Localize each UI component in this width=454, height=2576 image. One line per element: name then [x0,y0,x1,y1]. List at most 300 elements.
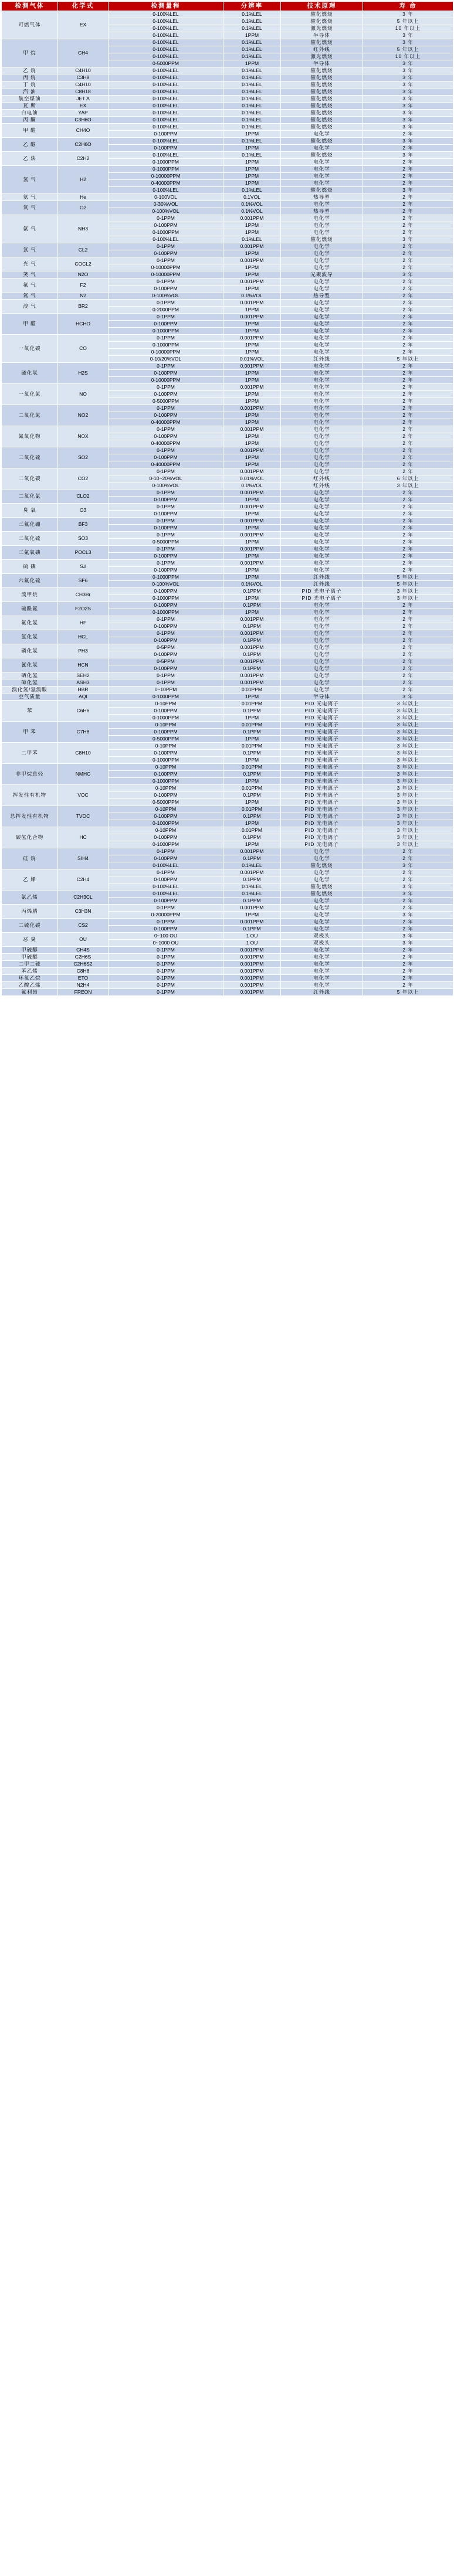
lifetime-cell: 2 年 [363,426,453,433]
table-row [2,293,453,300]
resolution-cell: 0.01%VOL [223,475,281,482]
table-row [2,806,453,813]
resolution-cell: 0.1PPM [223,771,281,778]
technology-cell: 电化学 [281,328,363,335]
resolution-cell: 0.001PPM [223,989,281,996]
detection-range-cell: 0-5000PPM [109,736,223,743]
lifetime-cell: 3 年 [363,103,453,110]
detection-range-cell: 0-100PPM [109,834,223,841]
lifetime-cell: 3 年以上 [363,757,453,764]
technology-cell: 催化燃烧 [281,124,363,131]
detection-range-cell: 0-100PPM [109,250,223,257]
lifetime-cell: 2 年 [363,419,453,426]
detection-range-cell: 0-1PPM [109,848,223,855]
lifetime-cell: 3 年 [363,60,453,67]
technology-cell: PID 光电离子 [281,771,363,778]
lifetime-cell: 3 年以上 [363,792,453,799]
resolution-cell: 0.1PPM [223,637,281,644]
resolution-cell: 1PPM [223,461,281,468]
lifetime-cell: 5 年以上 [363,989,453,996]
resolution-cell: 1PPM [223,778,281,785]
resolution-cell: 0.1PPM [223,708,281,715]
lifetime-cell: 3 年 [363,862,453,869]
lifetime-cell: 2 年 [363,848,453,855]
resolution-cell: 0.1%LEL [223,103,281,110]
detection-range-cell: 0-1PPM [109,447,223,454]
lifetime-cell: 2 年 [363,898,453,905]
table-row [2,588,453,595]
lifetime-cell: 2 年 [363,342,453,349]
detection-range-cell: 0-100PPM [109,637,223,644]
resolution-cell: 0.1%LEL [223,110,281,117]
gas-formula-cell: NO2 [58,405,109,426]
gas-formula-cell: BR2 [58,300,109,314]
technology-cell: 电化学 [281,286,363,293]
gas-formula-cell: HC [58,827,109,848]
column-header-lifetime: 寿 命 [363,2,453,11]
technology-cell: PID 光电离子 [281,778,363,785]
resolution-cell: 0.1%LEL [223,891,281,898]
technology-cell: 电化学 [281,560,363,567]
lifetime-cell: 3 年 [363,883,453,891]
technology-cell: PID 光电离子 [281,834,363,841]
detection-range-cell: 0-1000PPM [109,820,223,827]
resolution-cell: 1PPM [223,60,281,67]
resolution-cell: 0.001PPM [223,975,281,982]
gas-name-cell: 甲 烷 [2,39,58,67]
gas-formula-cell: C8H18 [58,89,109,96]
detection-range-cell: 0-10~20%VOL [109,475,223,482]
detection-range-cell: 0-100%LEL [109,18,223,25]
detection-range-cell: 0-1PPM [109,257,223,264]
gas-name-cell: 碳氢化合物 [2,827,58,848]
lifetime-cell: 3 年 [363,117,453,124]
lifetime-cell: 2 年 [363,954,453,961]
gas-formula-cell: BF3 [58,518,109,532]
gas-name-cell: 二硫化碳 [2,919,58,933]
technology-cell: 电化学 [281,919,363,926]
lifetime-cell: 2 年 [363,363,453,370]
lifetime-cell: 3 年以上 [363,743,453,750]
technology-cell: 电化学 [281,546,363,553]
gas-name-cell: 臭 氧 [2,504,58,518]
gas-spec-table [1,1,453,996]
detection-range-cell: 0-10PPM [109,743,223,750]
lifetime-cell: 5 年以上 [363,46,453,53]
resolution-cell: 1PPM [223,32,281,39]
technology-cell: 电化学 [281,968,363,975]
technology-cell: 电化学 [281,257,363,264]
technology-cell: PID 光电离子 [281,820,363,827]
lifetime-cell: 2 年 [363,525,453,532]
detection-range-cell: 0-1000PPM [109,694,223,701]
resolution-cell: 0.01%VOL [223,356,281,363]
table-row [2,947,453,954]
table-row [2,975,453,982]
gas-formula-cell: S# [58,560,109,574]
lifetime-cell: 2 年 [363,905,453,912]
detection-range-cell: 0-1PPM [109,314,223,321]
lifetime-cell: 2 年 [363,623,453,630]
gas-name-cell: 氦 气 [2,194,58,201]
lifetime-cell: 2 年 [363,215,453,222]
gas-name-cell: 甲硫醚 [2,954,58,961]
resolution-cell: 0.001PPM [223,968,281,975]
detection-range-cell: 0-5000PPM [109,539,223,546]
resolution-cell: 0.1PPM [223,926,281,933]
technology-cell: 电化学 [281,876,363,883]
lifetime-cell: 3 年 [363,187,453,194]
technology-cell: 光聚波导 [281,271,363,278]
detection-range-cell: 0-1PPM [109,504,223,511]
gas-formula-cell: C8H8 [58,968,109,975]
detection-range-cell: 0-100PPM [109,771,223,778]
table-row [2,74,453,81]
gas-name-cell: 环氧乙烷 [2,975,58,982]
lifetime-cell: 3 年以上 [363,708,453,715]
resolution-cell: 1PPM [223,419,281,426]
resolution-cell: 0.01PPM [223,806,281,813]
resolution-cell: 0.001PPM [223,905,281,912]
gas-name-cell: 溴化氢/氢溴酸 [2,687,58,694]
detection-range-cell: 0-1PPM [109,982,223,989]
resolution-cell: 1PPM [223,454,281,461]
technology-cell: 电化学 [281,975,363,982]
resolution-cell: 0.1PPM [223,876,281,883]
gas-formula-cell: YAP [58,110,109,117]
resolution-cell: 1PPM [223,757,281,764]
technology-cell: 催化燃烧 [281,110,363,117]
gas-name-cell: 甲 醛 [2,314,58,335]
lifetime-cell: 2 年 [363,947,453,954]
detection-range-cell: 0-40000PPM [109,440,223,447]
gas-name-cell: 氯乙烯 [2,891,58,905]
technology-cell: 热导型 [281,194,363,201]
lifetime-cell: 2 年 [363,651,453,658]
detection-range-cell: 0-1PPM [109,616,223,623]
gas-name-cell: 磷化氢 [2,644,58,658]
detection-range-cell: 0-100%VOL [109,208,223,215]
table-row [2,300,453,307]
gas-formula-cell: C4H10 [58,67,109,74]
detection-range-cell: 0-1PPM [109,468,223,475]
lifetime-cell: 3 年以上 [363,729,453,736]
technology-cell: 红外线 [281,475,363,482]
resolution-cell: 1PPM [223,321,281,328]
technology-cell: 电化学 [281,363,363,370]
resolution-cell: 1PPM [223,525,281,532]
detection-range-cell: 0-1PPM [109,679,223,687]
detection-range-cell: 0-100PPM [109,286,223,293]
gas-name-cell: 甲 苯 [2,722,58,743]
resolution-cell: 1PPM [223,539,281,546]
lifetime-cell: 2 年 [363,391,453,398]
technology-cell: 半导体 [281,694,363,701]
resolution-cell: 0.1PPM [223,792,281,799]
detection-range-cell: 0-100%LEL [109,891,223,898]
detection-range-cell: 0-1000PPM [109,159,223,166]
gas-name-cell: 氯化氢 [2,630,58,644]
gas-formula-cell: CS2 [58,919,109,933]
resolution-cell: 1PPM [223,841,281,848]
detection-range-cell: 0-100%LEL [109,117,223,124]
table-row [2,785,453,792]
resolution-cell: 1PPM [223,736,281,743]
technology-cell: 电化学 [281,855,363,862]
detection-range-cell: 0-1PPM [109,630,223,637]
resolution-cell: 0.001PPM [223,869,281,876]
technology-cell: 电化学 [281,567,363,574]
resolution-cell: 1PPM [223,567,281,574]
detection-range-cell: 0-1PPM [109,961,223,968]
table-row [2,722,453,729]
lifetime-cell: 2 年 [363,264,453,271]
resolution-cell: 0.1%LEL [223,96,281,103]
gas-name-cell: 砷化氢 [2,679,58,687]
gas-name-cell: 笑 气 [2,271,58,278]
resolution-cell: 0.1PPM [223,623,281,630]
gas-formula-cell: COCL2 [58,257,109,271]
technology-cell: 电化学 [281,300,363,307]
detection-range-cell: 0-100PPM [109,454,223,461]
technology-cell: 催化燃烧 [281,11,363,18]
resolution-cell: 0.1PPM [223,665,281,672]
technology-cell: PID 光电离子 [281,764,363,771]
detection-range-cell: 0-100PPM [109,433,223,440]
lifetime-cell: 2 年 [363,300,453,307]
gas-formula-cell: ETO [58,975,109,982]
detection-range-cell: 0-100%LEL [109,138,223,145]
technology-cell: 催化燃烧 [281,883,363,891]
technology-cell: 电化学 [281,454,363,461]
technology-cell: 电化学 [281,651,363,658]
gas-name-cell: 硫酰氟 [2,602,58,616]
technology-cell: 电化学 [281,637,363,644]
lifetime-cell: 3 年 [363,89,453,96]
lifetime-cell: 2 年 [363,490,453,497]
lifetime-cell: 2 年 [363,644,453,651]
gas-name-cell: 乙 醇 [2,138,58,152]
detection-range-cell: 0-1000PPM [109,715,223,722]
resolution-cell: 0.1%LEL [223,152,281,159]
resolution-cell: 1PPM [223,264,281,271]
table-row [2,687,453,694]
gas-name-cell: 氨 气 [2,215,58,243]
resolution-cell: 1PPM [223,511,281,518]
resolution-cell: 1PPM [223,694,281,701]
technology-cell: 热导型 [281,208,363,215]
resolution-cell: 0.1%LEL [223,124,281,131]
lifetime-cell: 2 年 [363,278,453,286]
resolution-cell: 1PPM [223,349,281,356]
resolution-cell: 0.1PPM [223,855,281,862]
detection-range-cell: 0-10PPM [109,764,223,771]
technology-cell: 电化学 [281,912,363,919]
lifetime-cell: 2 年 [363,166,453,173]
lifetime-cell: 3 年以上 [363,785,453,792]
technology-cell: 电化学 [281,201,363,208]
lifetime-cell: 3 年以上 [363,827,453,834]
gas-formula-cell: SO3 [58,532,109,546]
technology-cell: 电化学 [281,954,363,961]
detection-range-cell: 0-100VOL [109,194,223,201]
gas-name-cell: 丙 酮 [2,117,58,124]
table-row [2,764,453,771]
lifetime-cell: 2 年 [363,377,453,384]
detection-range-cell: 0-40000PPM [109,419,223,426]
detection-range-cell: 0-100PPM [109,651,223,658]
technology-cell: 电化学 [281,658,363,665]
resolution-cell: 1PPM [223,166,281,173]
resolution-cell: 0.1%LEL [223,25,281,32]
technology-cell: 电化学 [281,609,363,616]
detection-range-cell: 0-1PPM [109,672,223,679]
resolution-cell: 0.001PPM [223,630,281,637]
detection-range-cell: 0-100%LEL [109,236,223,243]
gas-formula-cell: HCN [58,658,109,672]
resolution-cell: 0.001PPM [223,919,281,926]
table-row [2,490,453,497]
detection-range-cell: 0-1000PPM [109,342,223,349]
technology-cell: 红外线 [281,356,363,363]
technology-cell: 电化学 [281,848,363,855]
table-row [2,644,453,651]
resolution-cell: 0.1%VOL [223,201,281,208]
gas-name-cell: 航空煤油 [2,96,58,103]
detection-range-cell: 0-100PPM [109,926,223,933]
resolution-cell: 0.1%LEL [223,46,281,53]
lifetime-cell: 2 年 [363,869,453,876]
detection-range-cell: 0-1PPM [109,405,223,412]
detection-range-cell: 0-100%LEL [109,862,223,869]
technology-cell: 电化学 [281,426,363,433]
lifetime-cell: 2 年 [363,243,453,250]
technology-cell: 电化学 [281,391,363,398]
table-row [2,166,453,173]
gas-formula-cell: F2O2S [58,602,109,616]
gas-name-cell: 光 气 [2,257,58,271]
resolution-cell: 1PPM [223,286,281,293]
resolution-cell: 0.01PPM [223,764,281,771]
table-row [2,518,453,525]
gas-formula-cell: SIH4 [58,848,109,869]
detection-range-cell: 0-1000PPM [109,609,223,616]
gas-formula-cell: HBR [58,687,109,694]
lifetime-cell: 3 年 [363,152,453,159]
lifetime-cell: 2 年 [363,461,453,468]
resolution-cell: 0.01PPM [223,701,281,708]
table-row [2,982,453,989]
technology-cell: 催化燃烧 [281,89,363,96]
gas-formula-cell: HCL [58,630,109,644]
table-row [2,968,453,975]
detection-range-cell: 0-100%LEL [109,110,223,117]
technology-cell: 激光燃烧 [281,53,363,60]
lifetime-cell: 3 年以上 [363,482,453,490]
resolution-cell: 0.1%LEL [223,39,281,46]
table-row [2,891,453,898]
resolution-cell: 1PPM [223,145,281,152]
lifetime-cell: 3 年 [363,933,453,940]
lifetime-cell: 2 年 [363,370,453,377]
technology-cell: 电化学 [281,511,363,518]
technology-cell: 电化学 [281,630,363,637]
gas-formula-cell: CH4O [58,124,109,138]
technology-cell: PID 光电离子 [281,757,363,764]
technology-cell: 电化学 [281,869,363,876]
lifetime-cell: 5 年以上 [363,581,453,588]
table-row [2,447,453,454]
resolution-cell: 1 OU [223,940,281,947]
technology-cell: 电化学 [281,145,363,152]
detection-range-cell: 0-100PPM [109,855,223,862]
lifetime-cell: 3 年 [363,81,453,89]
technology-cell: 电化学 [281,229,363,236]
table-row [2,701,453,708]
lifetime-cell: 2 年 [363,321,453,328]
gas-name-cell: 瓦 斯 [2,103,58,110]
technology-cell: 电化学 [281,518,363,525]
resolution-cell: 0.01PPM [223,785,281,792]
gas-name-cell: 甲硫醇 [2,947,58,954]
technology-cell: 催化燃烧 [281,152,363,159]
lifetime-cell: 3 年以上 [363,588,453,595]
lifetime-cell: 2 年 [363,658,453,665]
gas-formula-cell: SEH2 [58,672,109,679]
gas-name-cell: 二甲二硫 [2,961,58,968]
detection-range-cell: 0-10000PPM [109,271,223,278]
resolution-cell: 0.001PPM [223,405,281,412]
lifetime-cell: 2 年 [363,222,453,229]
detection-range-cell: 0-100PPM [109,222,223,229]
resolution-cell: 0.1PPM [223,898,281,905]
technology-cell: 催化燃烧 [281,862,363,869]
resolution-cell: 0.001PPM [223,468,281,475]
technology-cell: 催化燃烧 [281,891,363,898]
table-row [2,11,453,18]
lifetime-cell: 2 年 [363,447,453,454]
detection-range-cell: 0-100%LEL [109,67,223,74]
lifetime-cell: 2 年 [363,855,453,862]
table-row [2,384,453,391]
table-row [2,243,453,250]
resolution-cell: 0.001PPM [223,243,281,250]
resolution-cell: 1PPM [223,497,281,504]
lifetime-cell: 2 年 [363,919,453,926]
technology-cell: 红外线 [281,574,363,581]
table-row [2,81,453,89]
gas-name-cell: 乙酸乙烯 [2,982,58,989]
resolution-cell: 0.001PPM [223,314,281,321]
gas-name-cell: 溴甲烷 [2,588,58,602]
gas-name-cell: 可燃气体 [2,11,58,39]
resolution-cell: 1PPM [223,342,281,349]
technology-cell: 催化燃烧 [281,117,363,124]
technology-cell: PID 光电离子 [281,785,363,792]
detection-range-cell: 0-1000PPM [109,229,223,236]
technology-cell: 催化燃烧 [281,18,363,25]
detection-range-cell: 0-100PPM [109,792,223,799]
gas-formula-cell: H2S [58,363,109,384]
technology-cell: PID 光电子离子 [281,588,363,595]
detection-range-cell: 0-1PPM [109,335,223,342]
detection-range-cell: 0-10PPM [109,701,223,708]
resolution-cell: 1PPM [223,912,281,919]
technology-cell: 电化学 [281,905,363,912]
lifetime-cell: 2 年 [363,412,453,419]
detection-range-cell: 0-100PPM [109,567,223,574]
lifetime-cell: 6 年以上 [363,475,453,482]
